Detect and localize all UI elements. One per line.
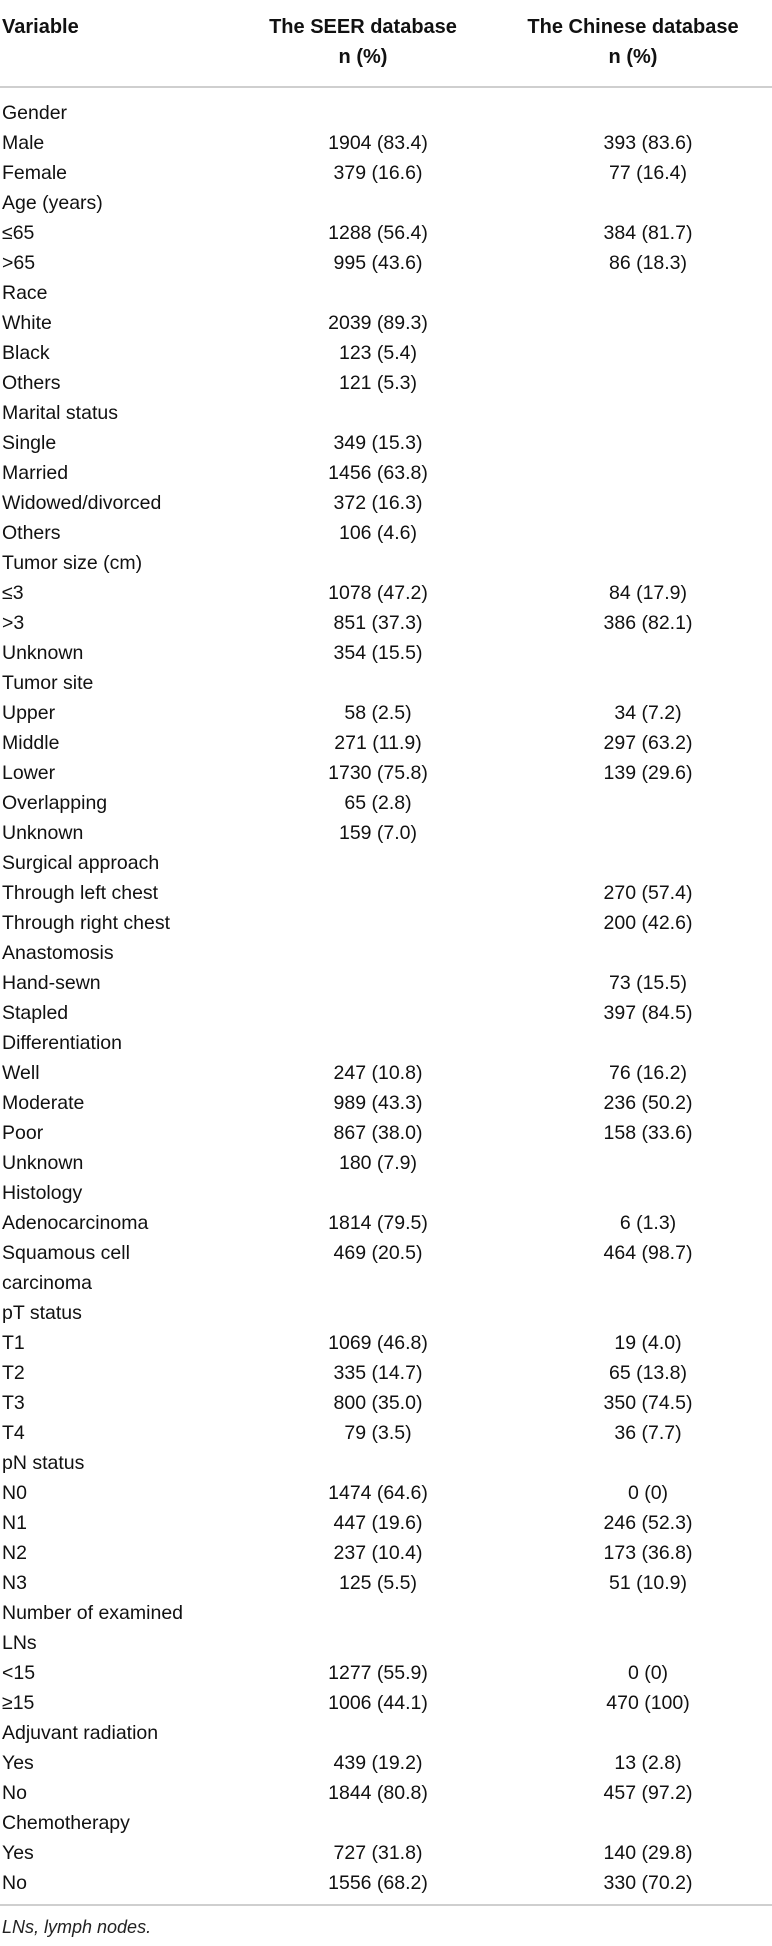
table-row <box>0 998 772 1028</box>
table-row <box>0 1838 772 1868</box>
cell-chinese-value: 51 (10.9) <box>608 1572 688 1594</box>
cell-chinese-value: 246 (52.3) <box>603 1512 693 1534</box>
cell-seer-value: 354 (15.5) <box>333 642 423 664</box>
table-row <box>0 1118 772 1148</box>
cell-chinese-value <box>494 488 772 518</box>
table-row <box>0 728 772 758</box>
cell-variable: T3 <box>2 1392 25 1414</box>
table-footnote: LNs, lymph nodes. <box>2 1917 152 1937</box>
cell-variable: Tumor size (cm) <box>2 552 143 574</box>
cell-chinese-value: 0 (0) <box>627 1482 669 1504</box>
cell-variable: Tumor site <box>2 672 94 694</box>
header-seer-database <box>232 0 494 87</box>
cell-seer-value: 1844 (80.8) <box>328 1782 428 1804</box>
header-chinese-title: The Chinese database <box>527 16 739 38</box>
cell-variable: Others <box>2 372 61 394</box>
cell-seer-value: 851 (37.3) <box>333 612 423 634</box>
cell-seer-value: 349 (15.3) <box>333 432 423 454</box>
cell-seer-value: 180 (7.9) <box>338 1152 418 1174</box>
cell-variable: pN status <box>2 1452 85 1474</box>
table-row <box>0 638 772 668</box>
table-row <box>0 608 772 638</box>
table-row <box>0 1628 772 1658</box>
cell-chinese-value: 73 (15.5) <box>608 972 688 994</box>
cell-seer-value <box>232 968 494 998</box>
cell-seer-value: 237 (10.4) <box>333 1542 423 1564</box>
table-row <box>0 428 772 458</box>
table-row <box>0 1208 772 1238</box>
cell-seer-value: 159 (7.0) <box>338 822 418 844</box>
cell-variable: >3 <box>2 612 25 634</box>
table-row <box>0 1088 772 1118</box>
table-row <box>0 668 772 698</box>
cell-seer-value <box>232 1718 494 1748</box>
cell-seer-value: 379 (16.6) <box>333 162 423 184</box>
cell-variable: T1 <box>2 1332 25 1354</box>
cell-chinese-value: 200 (42.6) <box>603 912 693 934</box>
table-row <box>0 1508 772 1538</box>
cell-variable: Male <box>2 132 45 154</box>
cell-chinese-value <box>494 1298 772 1328</box>
cell-seer-value: 65 (2.8) <box>344 792 412 814</box>
table-row <box>0 1808 772 1838</box>
cell-seer-value: 995 (43.6) <box>333 252 423 274</box>
cell-chinese-value <box>494 788 772 818</box>
cell-seer-value: 247 (10.8) <box>333 1062 423 1084</box>
table-row <box>0 1538 772 1568</box>
cell-seer-value: 1474 (64.6) <box>328 1482 428 1504</box>
cell-variable: Adenocarcinoma <box>2 1212 149 1234</box>
cell-variable: N2 <box>2 1542 27 1564</box>
cell-variable: pT status <box>2 1302 82 1324</box>
cell-seer-value <box>232 1628 494 1658</box>
table-row <box>0 308 772 338</box>
cell-variable: Through right chest <box>2 912 171 934</box>
cell-variable: Through left chest <box>2 882 159 904</box>
cell-variable: Well <box>2 1062 40 1084</box>
cell-chinese-value: 397 (84.5) <box>603 1002 693 1024</box>
cell-seer-value <box>232 998 494 1028</box>
cell-variable: Black <box>2 342 50 364</box>
cell-variable: Gender <box>2 102 68 124</box>
cell-variable: Overlapping <box>2 792 108 814</box>
cell-chinese-value <box>494 308 772 338</box>
cell-variable: N0 <box>2 1482 27 1504</box>
table-row <box>0 1268 772 1298</box>
table-row <box>0 548 772 578</box>
cell-variable: Differentiation <box>2 1032 122 1054</box>
cell-seer-value: 1730 (75.8) <box>328 762 428 784</box>
cell-chinese-value <box>494 668 772 698</box>
cell-chinese-value <box>494 398 772 428</box>
table-row <box>0 87 772 128</box>
cell-variable: No <box>0 1868 232 1905</box>
table-row <box>0 1028 772 1058</box>
cell-seer-value <box>232 1448 494 1478</box>
cell-chinese-value <box>494 1028 772 1058</box>
table-row <box>0 1448 772 1478</box>
cell-variable: Age (years) <box>2 192 103 214</box>
cell-variable: T2 <box>2 1362 25 1384</box>
table-row <box>0 158 772 188</box>
cell-chinese-value <box>494 1448 772 1478</box>
cell-seer-value <box>232 548 494 578</box>
cell-chinese-value <box>494 188 772 218</box>
cell-chinese-value <box>494 1808 772 1838</box>
cell-variable: Histology <box>2 1182 83 1204</box>
cell-seer-value <box>232 848 494 878</box>
cell-seer-value: 1288 (56.4) <box>328 222 428 244</box>
cell-chinese-value: 350 (74.5) <box>603 1392 693 1414</box>
table-row <box>0 758 772 788</box>
table-header <box>0 0 772 87</box>
cell-chinese-value <box>494 1718 772 1748</box>
cell-variable: ≤3 <box>2 582 24 604</box>
cell-seer-value: 1006 (44.1) <box>328 1692 428 1714</box>
cell-seer-value: 1078 (47.2) <box>328 582 428 604</box>
cell-seer-value <box>232 87 494 128</box>
cell-variable: <15 <box>2 1662 36 1684</box>
cell-chinese-value: 86 (18.3) <box>608 252 688 274</box>
table-row <box>0 1658 772 1688</box>
header-variable-label: Variable <box>2 16 79 38</box>
cell-chinese-value <box>494 338 772 368</box>
cell-chinese-value: 34 (7.2) <box>614 702 682 724</box>
cell-variable: Marital status <box>2 402 118 424</box>
cell-chinese-value: 393 (83.6) <box>603 132 693 154</box>
cell-seer-value: 1814 (79.5) <box>328 1212 428 1234</box>
table-row <box>0 1298 772 1328</box>
cell-chinese-value: 0 (0) <box>627 1662 669 1684</box>
cell-seer-value: 469 (20.5) <box>333 1242 423 1264</box>
table-row <box>0 1478 772 1508</box>
cell-variable: Poor <box>2 1122 44 1144</box>
cell-chinese-value <box>494 87 772 128</box>
cell-variable: Surgical approach <box>2 852 160 874</box>
cell-chinese-value: 139 (29.6) <box>603 762 693 784</box>
table-row <box>0 908 772 938</box>
table-row <box>0 338 772 368</box>
cell-variable: Yes <box>2 1842 34 1864</box>
header-row <box>0 0 772 87</box>
cell-seer-value: 58 (2.5) <box>344 702 412 724</box>
cell-chinese-value <box>494 458 772 488</box>
cell-variable: T4 <box>2 1422 25 1444</box>
cell-chinese-value <box>494 1268 772 1298</box>
cell-seer-value: 989 (43.3) <box>333 1092 423 1114</box>
cell-chinese-value <box>494 1148 772 1178</box>
table-row <box>0 1568 772 1598</box>
cell-variable: Married <box>2 462 69 484</box>
cell-chinese-value: 36 (7.7) <box>614 1422 682 1444</box>
cell-variable: Middle <box>2 732 60 754</box>
table-row <box>0 818 772 848</box>
cell-seer-value: 1556 (68.2) <box>232 1868 494 1905</box>
table-row <box>0 848 772 878</box>
table-row <box>0 1328 772 1358</box>
cell-variable: Unknown <box>2 1152 84 1174</box>
cell-seer-value: 447 (19.6) <box>333 1512 423 1534</box>
cell-chinese-value <box>494 638 772 668</box>
cell-chinese-value: 173 (36.8) <box>603 1542 693 1564</box>
cell-seer-value: 372 (16.3) <box>333 492 423 514</box>
cell-seer-value: 335 (14.7) <box>333 1362 423 1384</box>
cell-variable: >65 <box>2 252 36 274</box>
cell-variable: Yes <box>2 1752 34 1774</box>
cell-seer-value <box>232 278 494 308</box>
cell-chinese-value: 270 (57.4) <box>603 882 693 904</box>
cell-chinese-value: 140 (29.8) <box>603 1842 693 1864</box>
cell-variable: Widowed/divorced <box>2 492 162 514</box>
cell-chinese-value: 470 (100) <box>606 1692 690 1714</box>
cell-variable: carcinoma <box>2 1272 92 1294</box>
cell-variable: Anastomosis <box>2 942 114 964</box>
table-row <box>0 1388 772 1418</box>
table-row <box>0 488 772 518</box>
cell-seer-value <box>232 668 494 698</box>
header-chinese-unit: n (%) <box>608 46 658 68</box>
cell-seer-value <box>232 398 494 428</box>
table-row <box>0 518 772 548</box>
table-row <box>0 578 772 608</box>
cell-variable: White <box>2 312 52 334</box>
cell-chinese-value: 386 (82.1) <box>603 612 693 634</box>
header-seer-title: The SEER database <box>269 16 457 38</box>
cell-variable: Lower <box>2 762 56 784</box>
table-row <box>0 248 772 278</box>
cell-chinese-value <box>494 518 772 548</box>
table-row <box>0 968 772 998</box>
cell-seer-value <box>232 1028 494 1058</box>
cell-seer-value: 800 (35.0) <box>333 1392 423 1414</box>
table-body <box>0 87 772 1905</box>
cell-variable: N1 <box>2 1512 27 1534</box>
table-row <box>0 1748 772 1778</box>
header-variable <box>0 0 232 87</box>
cell-seer-value <box>232 188 494 218</box>
cell-variable: Squamous cell <box>2 1242 130 1264</box>
cell-variable: Number of examined <box>2 1602 184 1624</box>
cell-chinese-value: 13 (2.8) <box>614 1752 682 1774</box>
cell-variable: ≤65 <box>2 222 35 244</box>
cell-variable: Unknown <box>2 822 84 844</box>
table-row <box>0 1598 772 1628</box>
cell-chinese-value: 77 (16.4) <box>608 162 688 184</box>
cell-seer-value: 106 (4.6) <box>338 522 418 544</box>
cell-seer-value: 1069 (46.8) <box>328 1332 428 1354</box>
cell-chinese-value <box>494 428 772 458</box>
table-row <box>0 1718 772 1748</box>
cell-chinese-value <box>494 368 772 398</box>
table-row <box>0 458 772 488</box>
table-row <box>0 1778 772 1808</box>
cell-variable: Moderate <box>2 1092 85 1114</box>
cell-chinese-value <box>494 818 772 848</box>
table-row <box>0 1358 772 1388</box>
cell-chinese-value: 158 (33.6) <box>603 1122 693 1144</box>
cell-chinese-value: 457 (97.2) <box>603 1782 693 1804</box>
table-row <box>0 1148 772 1178</box>
cell-chinese-value <box>494 938 772 968</box>
cell-variable: ≥15 <box>2 1692 35 1714</box>
cell-variable: Chemotherapy <box>2 1812 130 1834</box>
cell-seer-value: 125 (5.5) <box>338 1572 418 1594</box>
cell-variable: Female <box>2 162 68 184</box>
cell-chinese-value: 19 (4.0) <box>614 1332 682 1354</box>
cell-seer-value: 123 (5.4) <box>338 342 418 364</box>
cell-chinese-value <box>494 1598 772 1628</box>
table-row <box>0 1868 772 1905</box>
table-row <box>0 1058 772 1088</box>
cell-seer-value: 867 (38.0) <box>333 1122 423 1144</box>
cell-chinese-value: 65 (13.8) <box>608 1362 688 1384</box>
cell-seer-value <box>232 1268 494 1298</box>
cell-seer-value <box>232 1298 494 1328</box>
cell-seer-value: 1904 (83.4) <box>328 132 428 154</box>
cell-seer-value: 1456 (63.8) <box>328 462 428 484</box>
cell-variable: Unknown <box>2 642 84 664</box>
cell-seer-value <box>232 938 494 968</box>
cell-variable: Race <box>2 282 48 304</box>
table-row <box>0 1178 772 1208</box>
table-row <box>0 698 772 728</box>
cell-chinese-value <box>494 848 772 878</box>
cell-seer-value: 439 (19.2) <box>333 1752 423 1774</box>
table-row <box>0 398 772 428</box>
cell-chinese-value: 76 (16.2) <box>608 1062 688 1084</box>
table-row <box>0 188 772 218</box>
cell-chinese-value: 6 (1.3) <box>619 1212 677 1234</box>
cell-variable: Others <box>2 522 61 544</box>
cell-seer-value <box>232 878 494 908</box>
cell-variable: Single <box>2 432 57 454</box>
cell-seer-value: 271 (11.9) <box>334 732 422 754</box>
cell-variable: N3 <box>2 1572 27 1594</box>
cell-seer-value <box>232 1598 494 1628</box>
cell-seer-value <box>232 908 494 938</box>
cell-chinese-value <box>494 278 772 308</box>
cell-chinese-value: 384 (81.7) <box>603 222 693 244</box>
cell-variable: Stapled <box>2 1002 69 1024</box>
cell-chinese-value: 84 (17.9) <box>608 582 688 604</box>
cell-variable: Adjuvant radiation <box>2 1722 159 1744</box>
cell-chinese-value: 464 (98.7) <box>603 1242 693 1264</box>
cell-chinese-value: 330 (70.2) <box>494 1868 772 1905</box>
table-row <box>0 368 772 398</box>
table-row <box>0 1238 772 1268</box>
header-chinese-database <box>494 0 772 87</box>
cell-seer-value: 727 (31.8) <box>333 1842 423 1864</box>
cell-seer-value: 121 (5.3) <box>338 372 418 394</box>
table-row <box>0 1688 772 1718</box>
cell-seer-value <box>232 1178 494 1208</box>
cell-variable: Upper <box>2 702 56 724</box>
cell-seer-value: 2039 (89.3) <box>328 312 428 334</box>
table-row <box>0 218 772 248</box>
table-row <box>0 278 772 308</box>
cell-chinese-value <box>494 1178 772 1208</box>
cell-variable: LNs <box>2 1632 37 1654</box>
cell-chinese-value: 297 (63.2) <box>603 732 693 754</box>
table-row <box>0 128 772 158</box>
cell-chinese-value <box>494 548 772 578</box>
cell-seer-value: 1277 (55.9) <box>328 1662 428 1684</box>
cell-seer-value <box>232 1808 494 1838</box>
header-seer-unit: n (%) <box>338 46 388 68</box>
cell-seer-value: 79 (3.5) <box>344 1422 412 1444</box>
cell-variable: Hand-sewn <box>2 972 101 994</box>
cell-chinese-value: 236 (50.2) <box>603 1092 693 1114</box>
cell-variable: No <box>2 1782 27 1804</box>
table-row <box>0 788 772 818</box>
table-row <box>0 1418 772 1448</box>
table-row <box>0 878 772 908</box>
cell-chinese-value <box>494 1628 772 1658</box>
table-row <box>0 938 772 968</box>
